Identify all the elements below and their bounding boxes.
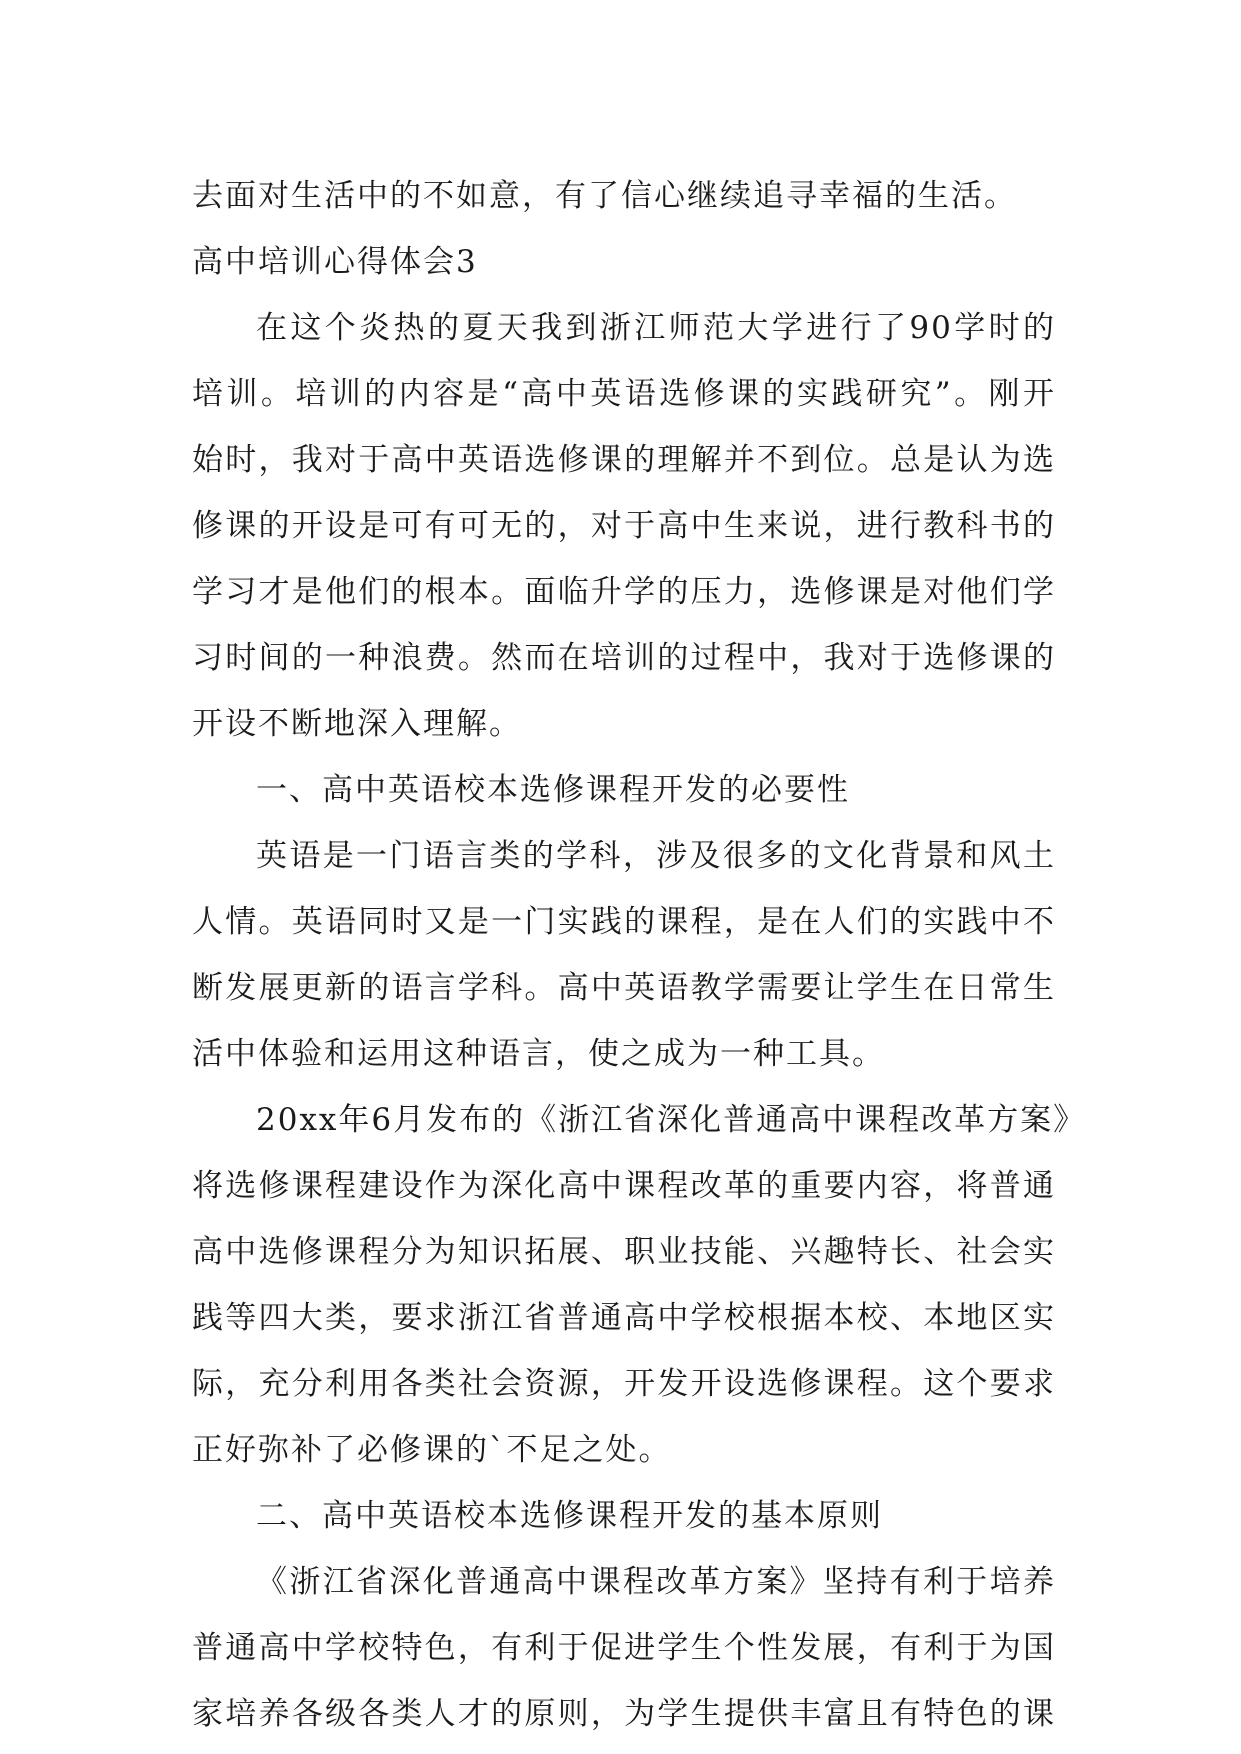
paragraph-line: 英语是一门语言类的学科，涉及很多的文化背景和风土 (256, 838, 1056, 874)
paragraph-line: 断发展更新的语言学科。高中英语教学需要让学生在日常生 (192, 970, 1056, 1006)
paragraph-line: 将选修课程建设作为深化高中课程改革的重要内容，将普通 (192, 1168, 1056, 1204)
paragraph-line: 在这个炎热的夏天我到浙江师范大学进行了90学时的 (256, 310, 1056, 346)
document-page (192, 163, 1087, 1747)
paragraph-line: 学习才是他们的根本。面临升学的压力，选修课是对他们学 (192, 574, 1056, 610)
paragraph-line: 培训。培训的内容是“高中英语选修课的实践研究”。刚开 (192, 376, 1056, 412)
paragraph-line: 活中体验和运用这种语言，使之成为一种工具。 (192, 1036, 885, 1072)
paragraph-line: 高中选修课程分为知识拓展、职业技能、兴趣特长、社会实 (192, 1234, 1056, 1270)
paragraph-line: 践等四大类，要求浙江省普通高中学校根据本校、本地区实 (192, 1300, 1056, 1336)
paragraph-line: 开设不断地深入理解。 (192, 706, 522, 742)
paragraph-line: 正好弥补了必修课的`不足之处。 (192, 1432, 672, 1468)
paragraph-line: 际，充分利用各类社会资源，开发开设选修课程。这个要求 (192, 1366, 1056, 1402)
paragraph-line: 《浙江省深化普通高中课程改革方案》坚持有利于培养 (256, 1564, 1056, 1600)
paragraph-line: 始时，我对于高中英语选修课的理解并不到位。总是认为选 (192, 442, 1056, 478)
paragraph-line: 修课的开设是可有可无的，对于高中生来说，进行教科书的 (192, 508, 1056, 544)
section-heading: 高中培训心得体会3 (192, 244, 478, 280)
subsection-heading: 一、高中英语校本选修课程开发的必要性 (256, 772, 850, 808)
paragraph-line: 习时间的一种浪费。然而在培训的过程中，我对于选修课的 (192, 640, 1056, 676)
paragraph-line: 20xx年6月发布的《浙江省深化普通高中课程改革方案》 (256, 1102, 1087, 1138)
paragraph-line: 家培养各级各类人才的原则，为学生提供丰富且有特色的课 (192, 1696, 1056, 1732)
paragraph-line: 去面对生活中的不如意，有了信心继续追寻幸福的生活。 (192, 178, 1017, 214)
paragraph-line: 普通高中学校特色，有利于促进学生个性发展，有利于为国 (192, 1630, 1056, 1666)
subsection-heading: 二、高中英语校本选修课程开发的基本原则 (256, 1498, 883, 1534)
paragraph-line: 人情。英语同时又是一门实践的课程，是在人们的实践中不 (192, 904, 1056, 940)
